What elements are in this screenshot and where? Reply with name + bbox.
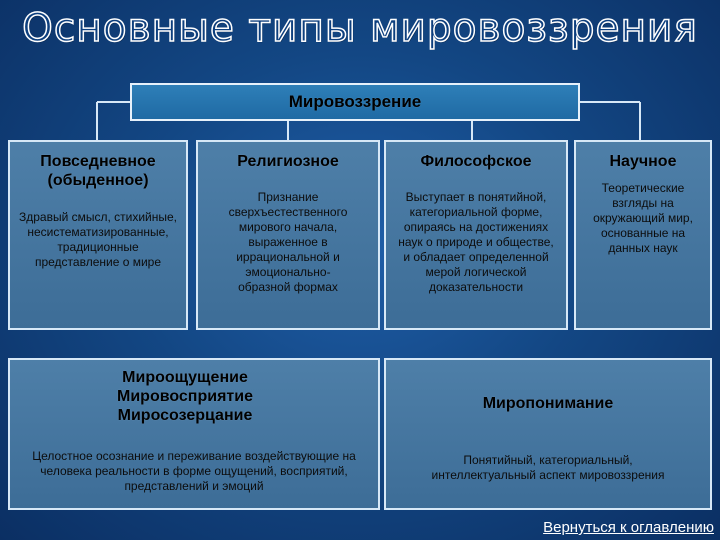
level-text: Понятийный, категориальный, интеллектуальный аспект мировоззрения [431,453,665,482]
type-box-philosophical [384,140,568,330]
level-title-line: Мировосприятие [117,388,253,405]
level-box-understanding [384,358,712,510]
page-title: Основные типы мировоззрения [22,6,698,51]
type-box-scientific [574,140,712,330]
type-title: Научное [609,153,677,170]
back-to-contents-link[interactable]: Вернуться к оглавлению [543,519,714,536]
level-text: Целостное осознание и переживание воздействующие на человека реальности в форме ощущений, восприятий, представлений и эмоций [32,449,356,493]
type-text: Признание сверхъестественного мирового начала, выраженное в иррациональной и эмоционально-образной формах [228,190,348,294]
type-box-religious [196,140,380,330]
root-label: Мировоззрение [288,92,422,111]
level-title-line: Мироощущение [122,369,248,386]
type-text: Здравый смысл, стихийные, несистематизированные, традиционные представление о мире [18,210,178,269]
level-title-line: Миросозерцание [117,407,253,424]
type-title: Повседневное (обыденное) [40,153,156,189]
level-title-line: Миропонимание [482,395,614,412]
level-box-perception [8,358,380,510]
worldview-root-box [130,83,580,121]
type-title: Философское [420,153,532,170]
type-box-everyday [8,140,188,330]
type-text: Выступает в понятийной, категориальной форме, опираясь на достижениях наук о природе и обществе, и обладает определенной мерой логической доказательности [398,190,554,294]
type-title: Религиозное [237,153,339,170]
type-text: Теоретические взгляды на окружающий мир, основанные на данных наук [593,181,693,255]
